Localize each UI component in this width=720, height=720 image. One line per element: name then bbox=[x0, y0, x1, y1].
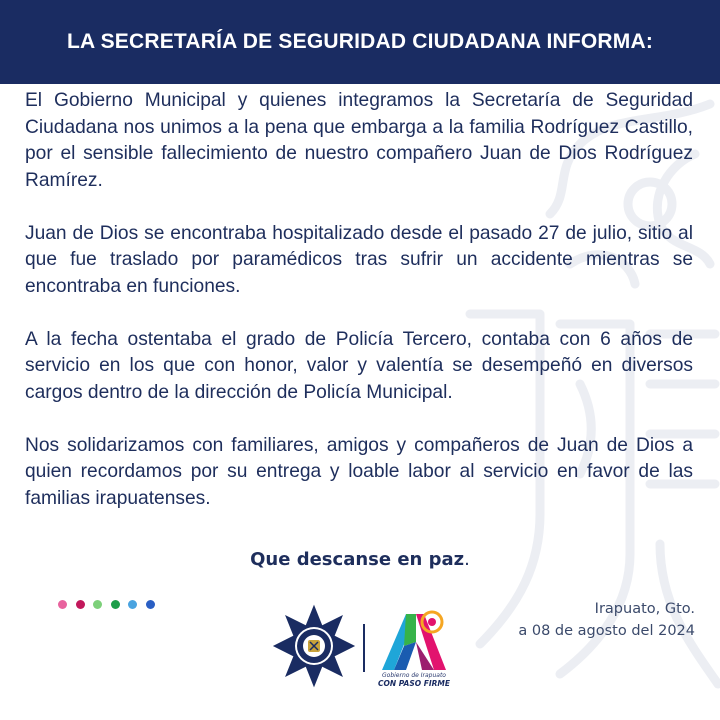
closing-line bbox=[0, 549, 720, 570]
paragraph-1: El Gobierno Municipal y quienes integramos la Secretaría de Seguridad Ciudadana nos unimos a la pena que embarga a la familia Rodríguez Castillo, por el sensible fallecimiento de nuestro compañero Juan de Dios Rodríguez Ramírez. bbox=[25, 90, 693, 191]
logo-divider bbox=[363, 624, 365, 672]
dot-1 bbox=[58, 600, 67, 609]
dot-3 bbox=[93, 600, 102, 609]
announcement-body bbox=[25, 88, 693, 512]
decorative-dots bbox=[58, 600, 155, 609]
municipality-slogan: CON PASO FIRME bbox=[377, 679, 451, 688]
dot-5 bbox=[128, 600, 137, 609]
dot-4 bbox=[111, 600, 120, 609]
paragraph-2: Juan de Dios se encontraba hospitalizado desde el pasado 27 de julio, sitio al que fue traslado por paramédicos tras sufrir un accidente mientras se encontraba en funciones. bbox=[25, 222, 693, 297]
police-star-badge-icon bbox=[272, 604, 356, 688]
page-title: LA SECRETARÍA DE SEGURIDAD CIUDADANA INFORMA: bbox=[66, 30, 654, 53]
closing-period: . bbox=[464, 549, 470, 570]
dot-6 bbox=[146, 600, 155, 609]
municipality-caption: Gobierno de Irapuato bbox=[382, 672, 446, 679]
dot-2 bbox=[76, 600, 85, 609]
closing-text: Que descanse en paz bbox=[250, 549, 465, 570]
place: Irapuato, Gto. bbox=[594, 601, 695, 617]
header-banner bbox=[0, 0, 720, 84]
place-date bbox=[518, 598, 695, 642]
date: a 08 de agosto del 2024 bbox=[518, 623, 695, 639]
paragraph-3: A la fecha ostentaba el grado de Policía Tercero, contaba con 6 años de servicio en los que con honor, valor y valentía se desempeñó en diversos cargos dentro de la dirección de Policía Municipal. bbox=[25, 328, 693, 403]
paragraph-4: Nos solidarizamos con familiares, amigos y compañeros de Juan de Dios a quien recordamos por su entrega y loable labor al servicio en favor de las familias irapuatenses. bbox=[25, 434, 693, 509]
